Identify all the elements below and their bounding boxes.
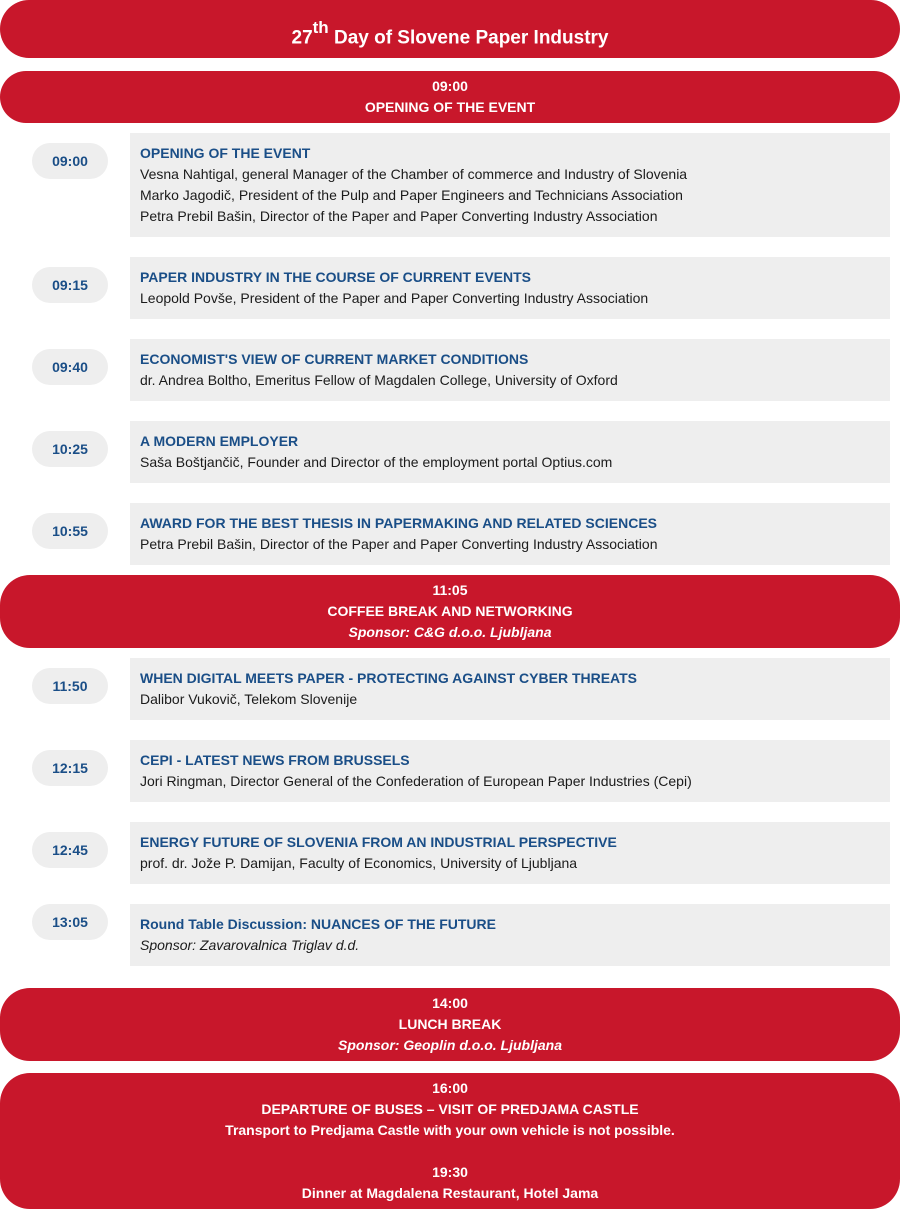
coffee-break-band: [0, 575, 900, 648]
session-title: OPENING OF THE EVENT: [140, 145, 311, 161]
session-time: 11:50: [32, 668, 108, 704]
session-card: [130, 658, 890, 720]
session-speaker: Petra Prebil Bašin, Director of the Paper and Paper Converting Industry Association: [140, 536, 658, 552]
session-speaker: Vesna Nahtigal, general Manager of the Chamber of commerce and Industry of Slovenia: [140, 166, 688, 182]
band-spacer: [0, 1141, 900, 1162]
title-ordinal-suffix: th: [312, 18, 329, 37]
session-title: ECONOMIST'S VIEW OF CURRENT MARKET CONDITIONS: [140, 351, 529, 367]
session-speaker: Jori Ringman, Director General of the Confederation of European Paper Industries (Cepi): [140, 773, 692, 789]
session-card: [130, 133, 890, 237]
session-card: [130, 421, 890, 483]
session-title: AWARD FOR THE BEST THESIS IN PAPERMAKING AND RELATED SCIENCES: [140, 515, 657, 531]
band-label: OPENING OF THE EVENT: [364, 99, 536, 115]
session-time: 13:05: [32, 904, 108, 940]
dinner-time: 19:30: [432, 1164, 468, 1180]
session-time: 10:55: [32, 513, 108, 549]
session-title: Round Table Discussion: NUANCES OF THE FUTURE: [140, 916, 496, 932]
session-title: A MODERN EMPLOYER: [140, 433, 299, 449]
session-card: [130, 339, 890, 401]
session-speaker: Marko Jagodič, President of the Pulp and Paper Engineers and Technicians Association: [140, 187, 683, 203]
opening-band: [0, 71, 900, 123]
session-title: WHEN DIGITAL MEETS PAPER - PROTECTING AGAINST CYBER THREATS: [140, 670, 638, 686]
session-time: 10:25: [32, 431, 108, 467]
band-sponsor: Sponsor: Geoplin d.o.o. Ljubljana: [338, 1037, 562, 1053]
session-card: [130, 257, 890, 319]
session-card: [130, 822, 890, 884]
band-note: Transport to Predjama Castle with your own vehicle is not possible.: [225, 1122, 675, 1138]
session-card: [130, 740, 890, 802]
title-text: Day of Slovene Paper Industry: [328, 27, 609, 49]
dinner-label: Dinner at Magdalena Restaurant, Hotel Jama: [301, 1185, 599, 1201]
session-time: 12:45: [32, 832, 108, 868]
band-time: 09:00: [432, 78, 468, 94]
title-number: 27: [291, 27, 313, 49]
session-card: [130, 503, 890, 565]
lunch-band: [0, 988, 900, 1061]
session-title: ENERGY FUTURE OF SLOVENIA FROM AN INDUSTRIAL PERSPECTIVE: [140, 834, 617, 850]
session-time: 09:15: [32, 267, 108, 303]
session-speaker: Dalibor Vukovič, Telekom Slovenije: [140, 691, 358, 707]
band-label: LUNCH BREAK: [398, 1016, 502, 1032]
session-time: 09:00: [32, 143, 108, 179]
session-card: [130, 904, 890, 966]
band-time: 11:05: [432, 582, 468, 598]
session-title: PAPER INDUSTRY IN THE COURSE OF CURRENT EVENTS: [140, 269, 532, 285]
session-sponsor: Sponsor: Zavarovalnica Triglav d.d.: [140, 937, 360, 953]
event-title: [0, 0, 900, 58]
session-speaker: Saša Boštjančič, Founder and Director of the employment portal Optius.com: [140, 454, 613, 470]
band-time: 14:00: [432, 995, 468, 1011]
session-speaker: prof. dr. Jože P. Damijan, Faculty of Economics, University of Ljubljana: [140, 855, 578, 871]
session-time: 12:15: [32, 750, 108, 786]
band-time: 16:00: [432, 1080, 468, 1096]
band-label: COFFEE BREAK AND NETWORKING: [327, 603, 573, 619]
session-speaker: Petra Prebil Bašin, Director of the Paper and Paper Converting Industry Association: [140, 208, 658, 224]
departure-band: [0, 1073, 900, 1209]
session-title: CEPI - LATEST NEWS FROM BRUSSELS: [140, 752, 410, 768]
session-speaker: Leopold Povše, President of the Paper and Paper Converting Industry Association: [140, 290, 649, 306]
session-speaker: dr. Andrea Boltho, Emeritus Fellow of Magdalen College, University of Oxford: [140, 372, 618, 388]
band-sponsor: Sponsor: C&G d.o.o. Ljubljana: [348, 624, 552, 640]
band-label: DEPARTURE OF BUSES – VISIT OF PREDJAMA CASTLE: [261, 1101, 639, 1117]
session-time: 09:40: [32, 349, 108, 385]
